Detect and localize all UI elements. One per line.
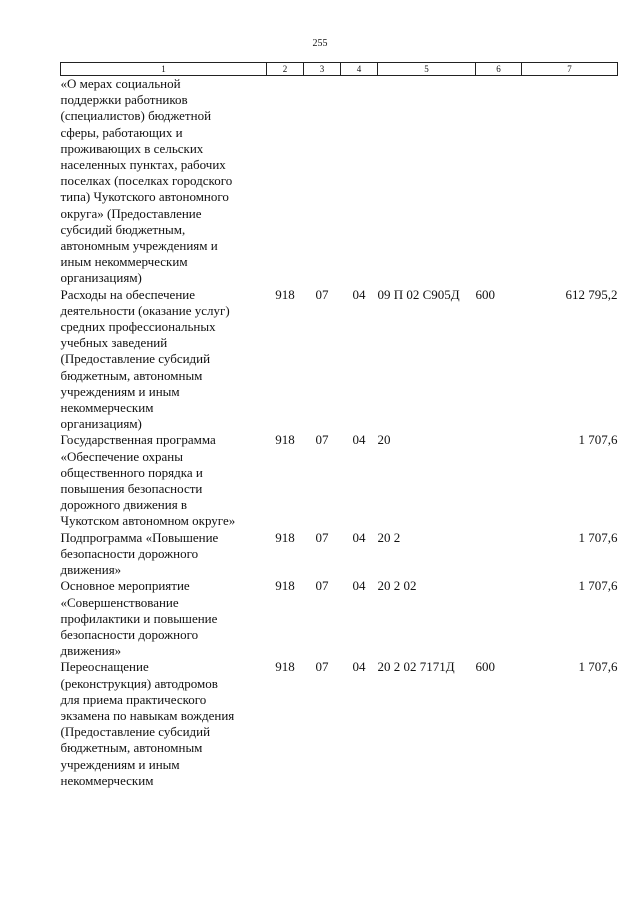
row-name-cell <box>61 530 267 579</box>
row-name-line: иным некоммерческим <box>60 254 188 270</box>
amount-cell: 612 795,2 <box>565 286 618 302</box>
section-code-cell: 07 <box>315 432 329 448</box>
amount-cell <box>522 76 618 287</box>
expense-type-code-cell <box>476 76 522 287</box>
subsection-code-cell <box>341 76 378 287</box>
row-name-line: (специалистов) бюджетной <box>60 108 212 124</box>
ministry-code-cell <box>267 76 304 287</box>
row-name-cell <box>61 659 267 789</box>
header-col-3: 3 <box>304 63 341 76</box>
row-name-line: Чукотском автономном округе» <box>60 513 236 529</box>
row-name-cell <box>61 76 267 287</box>
amount-cell: 1 707,6 <box>578 659 618 675</box>
ministry-code-cell: 918 <box>275 529 295 545</box>
row-name-line: субсидий бюджетным, <box>60 221 186 237</box>
section-code-cell: 07 <box>315 578 329 594</box>
header-row <box>61 63 618 76</box>
expense-type-code-cell <box>476 578 522 659</box>
row-name-line: общественного порядка и <box>60 464 203 480</box>
table-row <box>61 76 618 287</box>
row-name-line: движения» <box>60 562 122 578</box>
header-col-1: 1 <box>61 63 267 76</box>
row-name-line: проживающих в сельских <box>60 140 204 156</box>
subsection-code-cell: 04 <box>352 529 366 545</box>
table-row <box>61 659 618 789</box>
ministry-code-cell: 918 <box>275 659 295 675</box>
ministry-code-cell: 918 <box>275 286 295 302</box>
row-name-line: движения» <box>60 643 122 659</box>
row-name-cell <box>61 578 267 659</box>
ministry-code-cell: 918 <box>275 432 295 448</box>
row-name-line: безопасности дорожного <box>60 545 199 561</box>
row-name-line: поселках (поселках городского <box>60 173 233 189</box>
row-name-line: организациям) <box>60 270 142 286</box>
page-number: 255 <box>312 38 328 49</box>
row-name-line: повышения безопасности <box>60 481 203 497</box>
target-item-code-cell: 09 П 02 С905Д <box>377 286 460 302</box>
row-name-line: Подпрограмма «Повышение <box>60 529 219 545</box>
row-name-line: деятельности (оказание услуг) <box>60 302 230 318</box>
subsection-code-cell: 04 <box>352 659 366 675</box>
row-name-line: бюджетным, автономным <box>60 740 203 756</box>
row-name-cell <box>61 432 267 529</box>
row-name-line: некоммерческим <box>60 400 154 416</box>
row-name-line: некоммерческим <box>60 772 154 788</box>
row-name-line: учебных заведений <box>60 335 168 351</box>
row-name-line: Основное мероприятие <box>60 578 190 594</box>
target-item-code-cell <box>378 76 476 287</box>
target-item-code-cell: 20 2 02 7171Д <box>377 659 455 675</box>
row-name-line: Расходы на обеспечение <box>60 286 196 302</box>
row-name-line: сферы, работающих и <box>60 124 183 140</box>
expense-type-code-cell <box>476 432 522 529</box>
amount-cell: 1 707,6 <box>578 529 618 545</box>
subsection-code-cell: 04 <box>352 432 366 448</box>
row-name-line: (реконструкция) автодромов <box>60 675 218 691</box>
section-code-cell <box>304 76 341 287</box>
table-row <box>61 530 618 579</box>
row-name-line: «Совершенствование <box>60 594 179 610</box>
section-code-cell: 07 <box>315 529 329 545</box>
expense-type-code-cell: 600 <box>475 286 495 302</box>
row-name-line: автономным учреждениям и <box>60 238 218 254</box>
header-col-2: 2 <box>267 63 304 76</box>
header-col-4: 4 <box>341 63 378 76</box>
amount-cell: 1 707,6 <box>578 578 618 594</box>
row-name-line: для приема практического <box>60 691 207 707</box>
row-name-line: профилактики и повышение <box>60 610 218 626</box>
row-name-line: типа) Чукотского автономного <box>60 189 229 205</box>
row-name-line: (Предоставление субсидий <box>60 351 211 367</box>
expense-type-code-cell <box>476 530 522 579</box>
row-name-line: безопасности дорожного <box>60 626 199 642</box>
table-row <box>61 287 618 433</box>
row-name-line: округа» (Предоставление <box>60 205 202 221</box>
header-col-6: 6 <box>476 63 522 76</box>
row-name-line: «О мерах социальной <box>60 76 181 91</box>
row-name-line: (Предоставление субсидий <box>60 724 211 740</box>
target-item-code-cell: 20 <box>377 432 391 448</box>
subsection-code-cell: 04 <box>352 286 366 302</box>
header-col-5: 5 <box>378 63 476 76</box>
row-name-line: «Обеспечение охраны <box>60 448 183 464</box>
subsection-code-cell: 04 <box>352 578 366 594</box>
ministry-code-cell: 918 <box>275 578 295 594</box>
table-row <box>61 432 618 529</box>
row-name-cell <box>61 287 267 433</box>
row-name-line: организациям) <box>60 416 142 432</box>
row-name-line: учреждениям и иным <box>60 383 180 399</box>
row-name-line: поддержки работников <box>60 92 188 108</box>
section-code-cell: 07 <box>315 286 329 302</box>
row-name-line: Государственная программа <box>60 432 216 448</box>
amount-cell: 1 707,6 <box>578 432 618 448</box>
target-item-code-cell: 20 2 02 <box>377 578 417 594</box>
budget-table <box>60 62 618 789</box>
section-code-cell: 07 <box>315 659 329 675</box>
row-name-line: учреждениям и иным <box>60 756 180 772</box>
row-name-line: экзамена по навыкам вождения <box>60 707 235 723</box>
header-col-7: 7 <box>522 63 618 76</box>
row-name-line: дорожного движения в <box>60 497 188 513</box>
row-name-line: средних профессиональных <box>60 319 216 335</box>
table-row <box>61 578 618 659</box>
row-name-line: Переоснащение <box>60 659 149 675</box>
row-name-line: населенных пунктах, рабочих <box>60 157 226 173</box>
target-item-code-cell: 20 2 <box>377 529 401 545</box>
row-name-line: бюджетным, автономным <box>60 367 203 383</box>
expense-type-code-cell: 600 <box>475 659 495 675</box>
